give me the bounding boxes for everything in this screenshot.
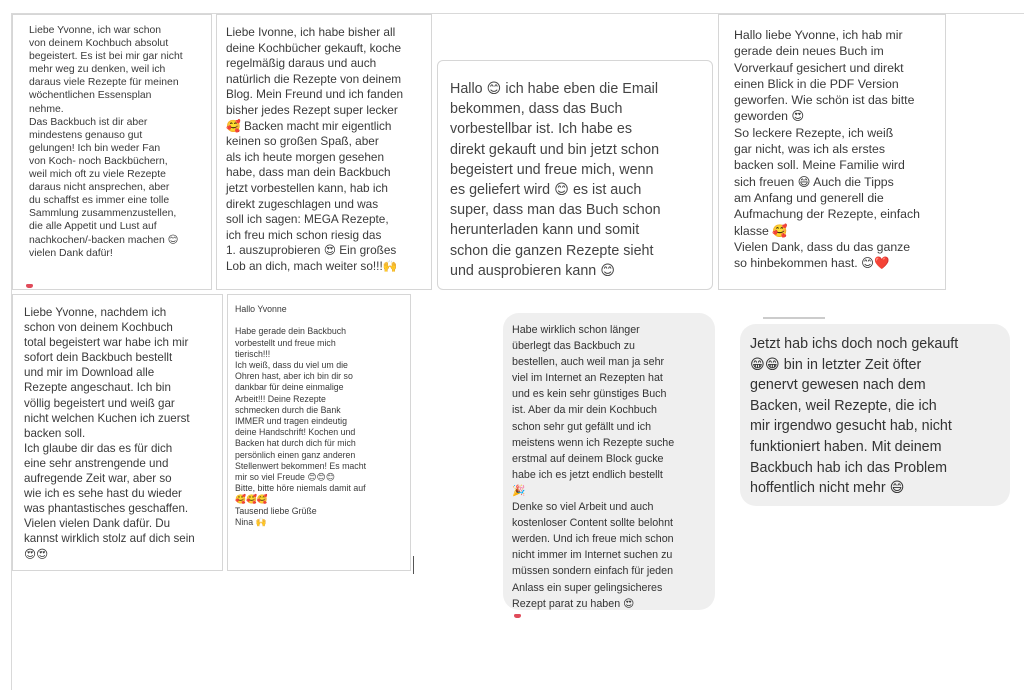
testimonial-text: Hallo Yvonne Habe gerade dein Backbuch vorbestellt und freue mich tierisch!!! Ich weiß, dass du viel um die Ohren hast, aber ich bin dir so dankbar für deine einmalige Arbeit!!! Deine Rezepte schmecken durch die Bank IMMER und tragen eindeutig deine Handschrift! Kochen und Backen hat durch dich für mich persönlich einen ganz anderen Stellenwert bekommen! Es macht mir so viel Freude 😊😊😊 Bitte, bitte höre niemals damit auf 🥰🥰🥰 Tausend liebe Grüße Nina 🙌	[235, 304, 367, 527]
testimonial-card-4	[718, 14, 946, 290]
testimonial-text: Jetzt hab ichs doch noch gekauft 😁😁 bin in letzter Zeit öfter genervt gewesen nach dem Backen, weil Rezepte, die ich mir irgendwo gesucht hab, nicht funktioniert haben. Mit deinem Backbuch hab ich das Problem hoffentlich nicht mehr 😄	[750, 336, 959, 497]
testimonial-text: Liebe Yvonne, nachdem ich schon von deinem Kochbuch total begeistert war habe ich mir sofort dein Backbuch bestellt und mir im Download alle Rezepte angeschaut. Ich bin völlig begeistert und weiß gar nicht welchen Kuchen ich zuerst backen soll. Ich glaube dir das es für dich eine sehr anstrengende und aufregende Zeit war, aber so wie ich es sehe hast du wieder was phantastisches geschaffen. Vielen vielen Dank dafür. Du kannst wirklich stolz auf dich sein 😍😍	[24, 306, 195, 561]
card-top-edge	[763, 317, 825, 319]
reaction-heart-icon	[514, 614, 521, 618]
testimonial-text: Hallo liebe Yvonne, ich hab mir gerade dein neues Buch im Vorverkauf gesichert und direkt einen Blick in die PDF Version geworfen. Wie schön ist das bitte geworden 😍 So leckere Rezepte, ich weiß gar nicht, was ich als erstes backen soll. Meine Familie wird sich freuen 😄 Auch die Tipps am Anfang und generell die Aufmachung der Rezepte, einfach klasse 🥰 Vielen Dank, dass du das ganze so hinbekommen hast. 😊❤️	[734, 28, 920, 271]
testimonial-card-6	[227, 294, 411, 571]
testimonial-card-8	[740, 324, 1010, 506]
testimonial-text: Liebe Yvonne, ich war schon von deinem Kochbuch absolut begeistert. Es ist bei mir gar nicht mehr weg zu denken, weil ich daraus viele Rezepte für meinen wöchentlichen Essensplan nehme. Das Backbuch ist dir aber mindestens genauso gut gelungen! Ich bin weder Fan von Koch- noch Backbüchern, weil mich oft zu viele Rezepte daraus nicht ansprechen, aber du schaffst es immer eine tolle Sammlung zusammenzustellen, die alle Appetit und Lust auf nachkochen/-backen machen 😊 vielen Dank dafür!	[29, 25, 183, 259]
testimonial-text: Liebe Ivonne, ich habe bisher all deine Kochbücher gekauft, koche regelmäßig daraus und auch natürlich die Rezepte von deinem Blog. Mein Freund und ich fanden bisher jedes Rezept super lecker 🥰 Backen macht mir eigentlich keinen so großen Spaß, aber als ich heute morgen gesehen habe, dass man dein Backbuch jetzt vorbestellen kann, hab ich direkt zugeschlagen und was soll ich sagen: MEGA Rezepte, ich freu mich schon riesig das 1. auszuprobieren 😍 Ein großes Lob an dich, mach weiter so!!!🙌	[226, 25, 404, 273]
testimonial-card-3	[437, 60, 713, 290]
testimonial-text: Hallo 😊 ich habe eben die Email bekommen, dass das Buch vorbestellbar ist. Ich habe es direkt gekauft und bin jetzt schon begeistert und freue mich, wenn es geliefert wird 😊 es ist auch super, dass man das Buch schon herunterladen kann und somit schon die ganzen Rezepte sieht und ausprobieren kann 😊	[450, 81, 661, 279]
testimonial-text: Habe wirklich schon länger überlegt das Backbuch zu bestellen, auch weil man ja sehr viel im Internet an Rezepten hat und es kein sehr günstiges Buch ist. Aber da mir dein Kochbuch schon sehr gut gefällt und ich meistens wenn ich Rezepte suche erstmal auf deinem Block gucke habe ich es jetzt endlich bestellt 🎉 Denke so viel Arbeit und auch kostenloser Content sollte belohnt werden. Und ich freue mich schon nicht immer im Internet suchen zu müssen sondern einfach für jeden Anlass ein super gelingsicheres Rezept parat zu haben 😍	[512, 324, 675, 610]
testimonial-card-2	[216, 14, 432, 290]
testimonial-card-5	[12, 294, 223, 571]
testimonial-card-7	[503, 313, 715, 610]
reaction-heart-icon	[26, 284, 33, 288]
testimonial-card-1	[12, 14, 212, 290]
text-cursor	[413, 556, 414, 574]
